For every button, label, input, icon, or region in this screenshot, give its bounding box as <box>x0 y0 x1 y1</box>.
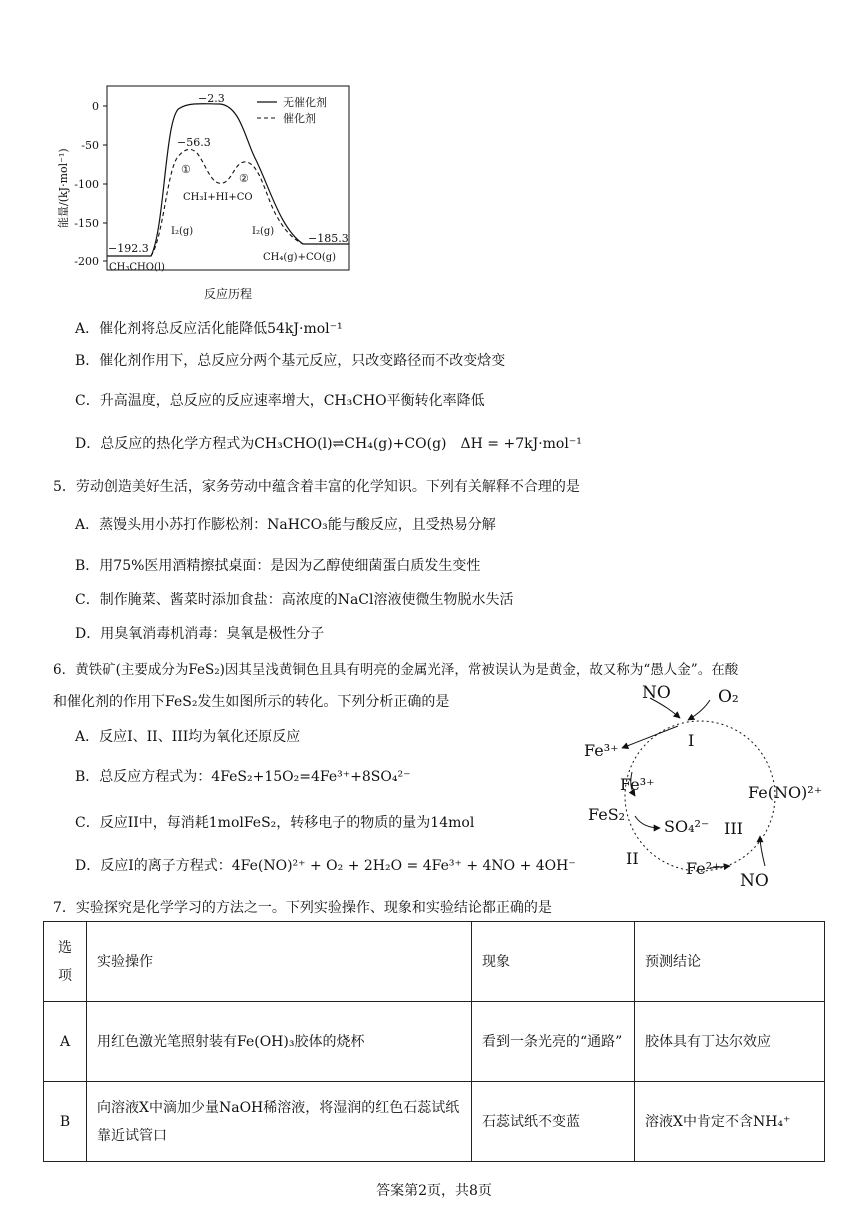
ytick-150: -150 <box>74 217 99 230</box>
row-a-conclusion: 胶体具有丁达尔效应 <box>635 1002 825 1082</box>
label-ts2: ② <box>239 172 249 185</box>
table-row <box>44 1082 825 1162</box>
cycle-label-ii: II <box>626 849 639 868</box>
legend-catalyzed: 催化剂 <box>283 112 316 125</box>
arrow-o2-in <box>688 700 710 720</box>
label-start-species: CH₃CHO(l) <box>109 262 165 273</box>
x-axis-label: 反应历程 <box>203 287 253 301</box>
header-conclusion: 预测结论 <box>635 922 825 1002</box>
q4-option-b: B．催化剂作用下，总反应分两个基元反应，只改变路径而不改变焓变 <box>75 353 506 369</box>
cycle-fenO: Fe(NO)²⁺ <box>748 783 823 802</box>
header-option: 选项 <box>44 922 87 1002</box>
legend <box>257 95 327 125</box>
cycle-fes2: FeS₂ <box>588 805 626 824</box>
header-phenomenon: 现象 <box>472 922 635 1002</box>
q5-option-a: A．蒸馒头用小苏打作膨松剂：NaHCO₃能与酸反应，且受热易分解 <box>75 517 496 533</box>
q5-option-b: B．用75%医用酒精擦拭桌面：是因为乙醇使细菌蛋白质发生变性 <box>75 558 481 574</box>
label-ts1: ① <box>181 163 191 176</box>
q6-stem-line2: 和催化剂的作用下FeS₂发生如图所示的转化。下列分析正确的是 <box>53 694 450 710</box>
cycle-fe3-out: Fe³⁺ <box>584 741 619 760</box>
q4-option-d: D．总反应的热化学方程式为CH₃CHO(l)⇌CH₄(g)+CO(g) ΔH = +7kJ·mol⁻¹ <box>75 436 582 452</box>
cycle-fe3-in: Fe³⁺ <box>620 775 655 794</box>
row-b-phenomenon: 石蕊试纸不变蓝 <box>472 1082 635 1162</box>
q5-option-d: D．用臭氧消毒机消毒：臭氧是极性分子 <box>75 626 325 642</box>
experiment-table <box>43 921 825 1162</box>
q6-option-d: D．反应I的离子方程式：4Fe(NO)²⁺ + O₂ + 2H₂O = 4Fe³⁺ + 4NO + 4OH⁻ <box>75 858 576 874</box>
energy-diagram <box>55 78 365 308</box>
q6-stem-line1: 6．黄铁矿(主要成分为FeS₂)因其呈浅黄铜色且具有明亮的金属光泽，常被误认为是黄金，故又称为“愚人金”。在酸 <box>53 662 739 678</box>
arrow-fe3-out <box>622 726 678 748</box>
table-header-row <box>44 922 825 1002</box>
cycle-no-bottom: NO <box>740 871 769 891</box>
row-b-operation: 向溶液X中滴加少量NaOH稀溶液，将湿润的红色石蕊试纸靠近试管口 <box>87 1082 472 1162</box>
cycle-o2: O₂ <box>718 687 739 707</box>
q6-option-a: A．反应I、II、III均为氧化还原反应 <box>75 729 301 745</box>
arrow-no-in-bottom <box>760 836 765 866</box>
q6-option-b: B．总反应方程式为：4FeS₂+15O₂=4Fe³⁺+8SO₄²⁻ <box>75 769 411 785</box>
q4-option-c: C．升高温度，总反应的反应速率增大，CH₃CHO平衡转化率降低 <box>75 393 485 409</box>
cycle-fe2: Fe²⁺ <box>686 859 721 878</box>
ytick-200: -200 <box>74 255 99 268</box>
row-b-conclusion: 溶液X中肯定不含NH₄⁺ <box>635 1082 825 1162</box>
legend-uncatalyzed: 无催化剂 <box>283 96 327 109</box>
q5-option-c: C．制作腌菜、酱菜时添加食盐：高浓度的NaCl溶液使微生物脱水失活 <box>75 592 514 608</box>
page-footer: 答案第2页，共8页 <box>376 1183 492 1199</box>
q6-option-c: C．反应II中，每消耗1molFeS₂，转移电子的物质的量为14mol <box>75 815 475 831</box>
label-i2-right: I₂(g) <box>252 226 275 237</box>
row-a-phenomenon: 看到一条光亮的“通路” <box>472 1002 635 1082</box>
cycle-so4: SO₄²⁻ <box>664 817 710 836</box>
label-end-species: CH₄(g)+CO(g) <box>263 252 337 263</box>
ytick-50: -50 <box>81 139 99 152</box>
row-b-option: B <box>44 1082 87 1162</box>
arrow-so4-out <box>635 816 660 828</box>
label-intermediate: CH₃I+HI+CO <box>183 192 253 203</box>
row-a-option: A <box>44 1002 87 1082</box>
cycle-label-iii: III <box>724 819 743 838</box>
q5-stem: 5．劳动创造美好生活，家务劳动中蕴含着丰富的化学知识。下列有关解释不合理的是 <box>53 479 580 495</box>
label-peak-cat: −56.3 <box>177 136 211 149</box>
q4-option-a: A．催化剂将总反应活化能降低54kJ·mol⁻¹ <box>75 321 343 337</box>
label-i2-left: I₂(g) <box>171 226 194 237</box>
label-end-energy: −185.3 <box>308 232 349 245</box>
label-start-energy: −192.3 <box>108 242 149 255</box>
label-peak-uncat: −2.3 <box>198 92 225 105</box>
table-row <box>44 1002 825 1082</box>
ytick-100: -100 <box>74 178 99 191</box>
row-a-operation: 用红色激光笔照射装有Fe(OH)₃胶体的烧杯 <box>87 1002 472 1082</box>
y-ticks <box>74 100 107 268</box>
ytick-0: 0 <box>92 100 99 113</box>
cycle-no-top: NO <box>642 683 671 703</box>
y-axis-label: 能量/(kJ·mol⁻¹) <box>57 148 70 228</box>
header-operation: 实验操作 <box>87 922 472 1002</box>
q7-stem: 7．实验探究是化学学习的方法之一。下列实验操作、现象和实验结论都正确的是 <box>53 900 552 916</box>
cycle-label-i: I <box>688 731 695 750</box>
cycle-diagram <box>580 676 840 894</box>
